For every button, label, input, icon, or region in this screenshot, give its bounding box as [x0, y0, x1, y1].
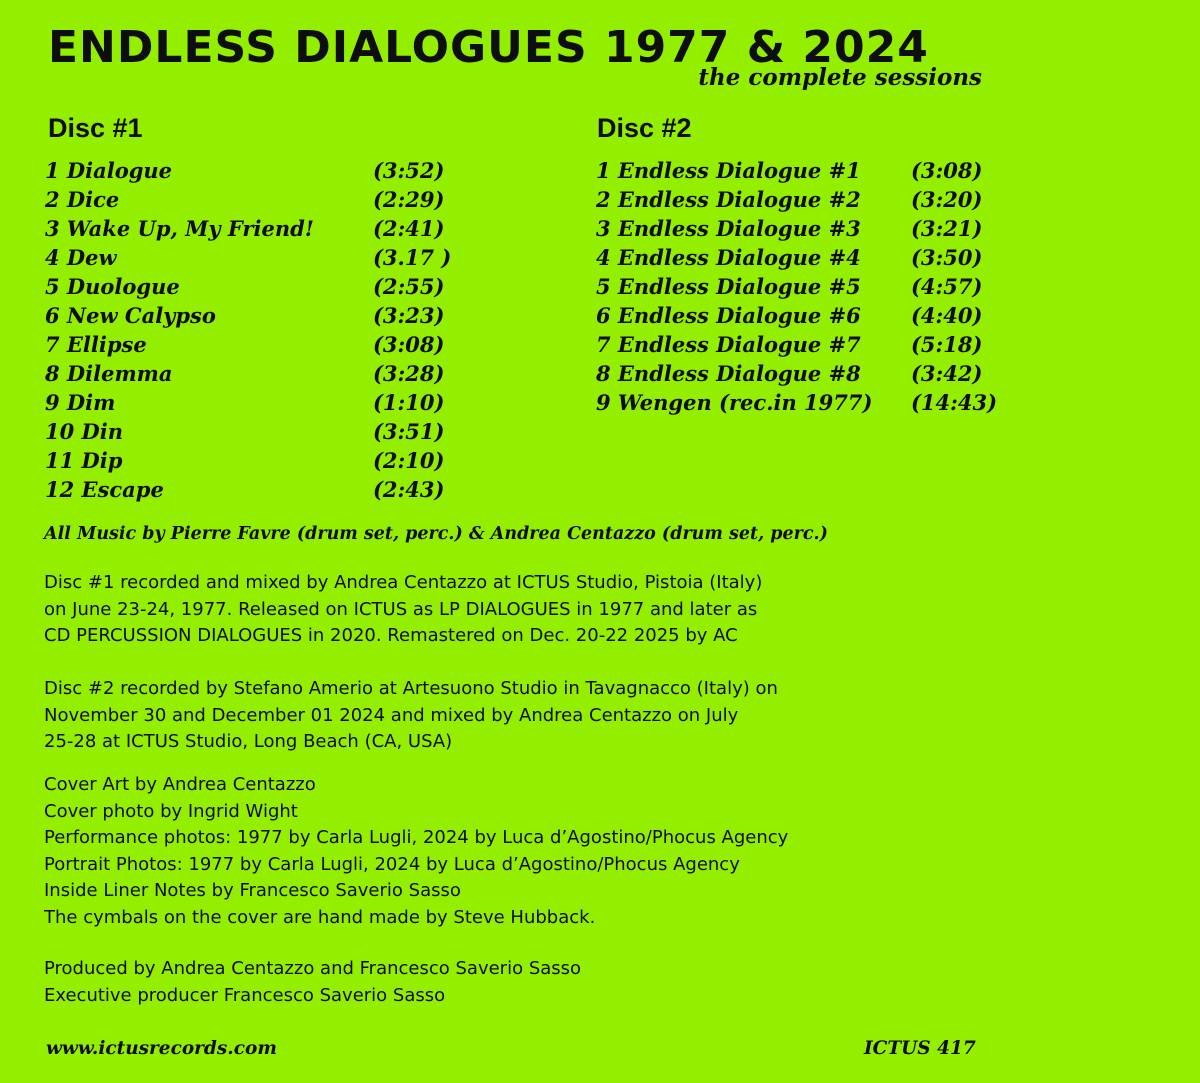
track-title: 9 Dim: [45, 390, 116, 415]
disc1-tracklist: [45, 156, 465, 504]
track-duration: (2:29): [373, 187, 445, 212]
credit-line: Inside Liner Notes by Francesco Saverio Sasso: [44, 880, 461, 901]
track-row: [596, 214, 1016, 243]
website-link[interactable]: www.ictusrecords.com: [46, 1038, 277, 1059]
notes-line: Disc #2 recorded by Stefano Amerio at Artesuono Studio in Tavagnacco (Italy) on: [44, 678, 778, 699]
track-duration: (3:50): [911, 245, 983, 270]
credit-line: Portrait Photos: 1977 by Carla Lugli, 2024 by Luca d’Agostino/Phocus Agency: [44, 853, 740, 875]
catalog-number: ICTUS 417: [864, 1038, 976, 1059]
track-title: 9 Wengen (rec.in 1977): [596, 390, 873, 415]
credit-line: The cymbals on the cover are hand made by Steve Hubback.: [44, 906, 596, 928]
track-row: [45, 330, 465, 359]
track-duration: (3:52): [373, 158, 445, 183]
track-title: 5 Duologue: [45, 274, 180, 299]
track-title: 7 Ellipse: [45, 332, 147, 357]
track-duration: (3:42): [911, 361, 983, 386]
track-duration: (3:23): [373, 303, 445, 328]
track-title: 7 Endless Dialogue #7: [596, 332, 861, 357]
track-row: [596, 185, 1016, 214]
credit-line: Performance photos: 1977 by Carla Lugli, 2024 by Luca d’Agostino/Phocus Agency: [44, 827, 789, 848]
track-row: [45, 359, 465, 388]
disc2-recording-notes: [44, 676, 778, 756]
disc2-heading: Disc #2: [597, 113, 692, 143]
track-title: 4 Endless Dialogue #4: [596, 245, 861, 270]
track-duration: (5:18): [911, 332, 983, 357]
track-title: 5 Endless Dialogue #5: [596, 274, 861, 299]
album-subtitle: the complete sessions: [698, 64, 982, 91]
track-row: [596, 330, 1016, 359]
track-title: 6 New Calypso: [45, 303, 216, 328]
track-duration: (2:10): [373, 448, 445, 473]
album-title: ENDLESS DIALOGUES 1977 & 2024: [48, 22, 929, 73]
disc2-tracklist: [596, 156, 1016, 417]
track-row: [45, 301, 465, 330]
credit-line: Executive producer Francesco Saverio Sasso: [44, 984, 446, 1006]
track-duration: (3:21): [911, 216, 983, 241]
credit-line: Produced by Andrea Centazzo and Francesco Saverio Sasso: [44, 958, 582, 979]
track-duration: (4:57): [911, 274, 983, 299]
track-title: 3 Endless Dialogue #3: [596, 216, 861, 241]
music-credit: All Music by Pierre Favre (drum set, perc.) & Andrea Centazzo (drum set, perc.): [44, 524, 828, 544]
track-duration: (2:41): [373, 216, 445, 241]
track-row: [45, 185, 465, 214]
track-duration: (3:51): [373, 419, 445, 444]
track-row: [596, 359, 1016, 388]
notes-line: November 30 and December 01 2024 and mixed by Andrea Centazzo on July: [44, 704, 739, 726]
track-title: 1 Endless Dialogue #1: [596, 158, 861, 183]
track-title: 2 Dice: [45, 187, 120, 212]
track-row: [596, 156, 1016, 185]
track-duration: (3:08): [911, 158, 983, 183]
credit-line: Cover photo by Ingrid Wight: [44, 800, 298, 822]
disc1-recording-notes: [44, 570, 762, 650]
track-row: [596, 388, 1016, 417]
track-title: 10 Din: [45, 419, 123, 444]
track-row: [45, 446, 465, 475]
track-duration: (3.17 ): [373, 245, 452, 270]
track-row: [596, 301, 1016, 330]
track-row: [45, 272, 465, 301]
disc1-heading: Disc #1: [48, 113, 143, 143]
track-row: [596, 243, 1016, 272]
track-title: 6 Endless Dialogue #6: [596, 303, 861, 328]
track-title: 11 Dip: [45, 448, 123, 473]
track-duration: (1:10): [373, 390, 445, 415]
track-row: [45, 214, 465, 243]
track-duration: (3:08): [373, 332, 445, 357]
track-title: 8 Dilemma: [45, 361, 173, 386]
track-row: [45, 156, 465, 185]
track-title: 2 Endless Dialogue #2: [596, 187, 861, 212]
track-duration: (14:43): [911, 390, 998, 415]
track-title: 3 Wake Up, My Friend!: [45, 216, 315, 241]
notes-line: Disc #1 recorded and mixed by Andrea Centazzo at ICTUS Studio, Pistoia (Italy): [44, 572, 763, 593]
track-title: 4 Dew: [45, 245, 117, 270]
track-row: [45, 388, 465, 417]
art-credits: [44, 772, 788, 931]
track-duration: (3:28): [373, 361, 445, 386]
track-duration: (2:43): [373, 477, 445, 502]
track-title: 1 Dialogue: [45, 158, 173, 183]
track-row: [45, 243, 465, 272]
credit-line: Cover Art by Andrea Centazzo: [44, 774, 316, 795]
track-duration: (2:55): [373, 274, 445, 299]
track-title: 8 Endless Dialogue #8: [596, 361, 861, 386]
track-row: [45, 475, 465, 504]
track-title: 12 Escape: [45, 477, 164, 502]
notes-line: CD PERCUSSION DIALOGUES in 2020. Remastered on Dec. 20-22 2025 by AC: [44, 625, 738, 646]
production-credits: [44, 956, 581, 1009]
track-duration: (3:20): [911, 187, 983, 212]
track-row: [45, 417, 465, 446]
notes-line: 25-28 at ICTUS Studio, Long Beach (CA, USA): [44, 731, 453, 752]
track-duration: (4:40): [911, 303, 983, 328]
notes-line: on June 23-24, 1977. Released on ICTUS as LP DIALOGUES in 1977 and later as: [44, 598, 758, 620]
track-row: [596, 272, 1016, 301]
